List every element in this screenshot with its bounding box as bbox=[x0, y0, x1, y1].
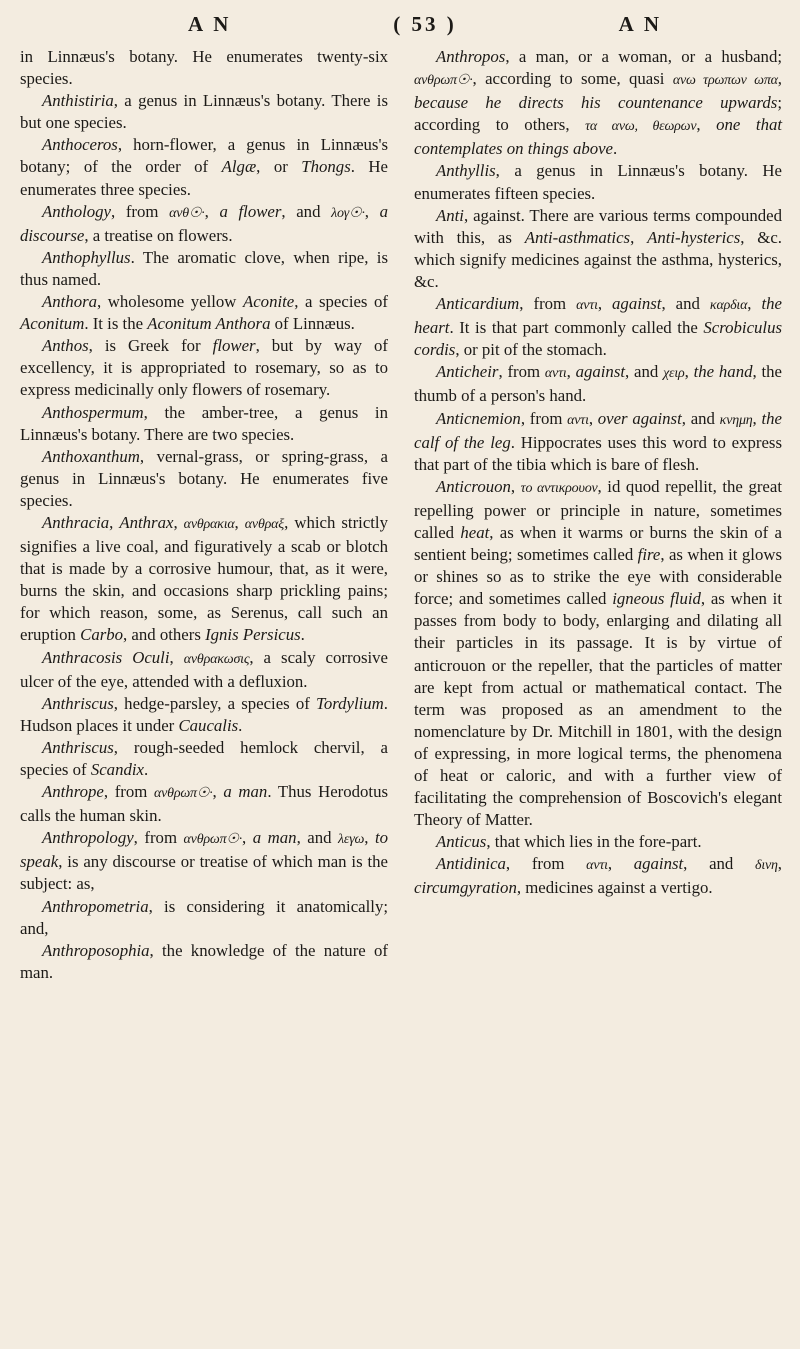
entry-text: , and bbox=[625, 362, 664, 382]
italic-text: Scrobiculus cordis bbox=[414, 318, 782, 360]
dictionary-entry bbox=[20, 90, 388, 134]
entry-text: , horn-flower, a genus in Linnæus's botany; of the order of bbox=[20, 135, 388, 177]
italic-text: Ignis Persicus bbox=[205, 625, 301, 645]
dictionary-entry bbox=[20, 446, 388, 512]
entry-text: , bbox=[696, 115, 717, 135]
italic-text: the hand bbox=[693, 362, 753, 382]
entry-term: Anthoxanthum bbox=[42, 446, 140, 466]
dictionary-entry bbox=[20, 201, 388, 247]
greek-word: τα ανω, θεωρων bbox=[585, 119, 697, 135]
italic-text: Thongs bbox=[301, 157, 351, 177]
entry-text: , is considering it anatomically; and, bbox=[20, 896, 388, 938]
greek-word: αντι bbox=[544, 366, 567, 382]
entry-text: ; according to others, bbox=[414, 93, 782, 135]
entry-text: , medicines against a vertigo. bbox=[516, 878, 713, 898]
dictionary-entry bbox=[20, 291, 388, 335]
greek-word: ανθ☉· bbox=[169, 205, 205, 221]
italic-text: heat bbox=[460, 522, 490, 542]
dictionary-entry bbox=[20, 896, 388, 940]
italic-text: Tordylium bbox=[316, 693, 384, 713]
dictionary-entry bbox=[20, 940, 388, 984]
entry-term: Anthriscus bbox=[42, 737, 114, 757]
greek-word: ανθρωπ☉· bbox=[414, 73, 473, 89]
dictionary-entry bbox=[20, 134, 388, 200]
entry-text: , bbox=[204, 201, 220, 221]
greek-word: αντι bbox=[576, 298, 598, 314]
entry-text: , bbox=[684, 362, 694, 382]
dictionary-entry bbox=[414, 831, 782, 853]
italic-text: against bbox=[575, 362, 626, 382]
dictionary-entry bbox=[20, 335, 388, 401]
entry-term: Anthrax bbox=[119, 512, 174, 532]
entry-text: , the amber-tree, a genus in Linnæus's botany. There are two species. bbox=[20, 402, 388, 444]
entry-text: , a species of bbox=[294, 292, 388, 312]
entry-text: , bbox=[242, 828, 253, 848]
italic-text: Scandix bbox=[90, 760, 144, 779]
italic-text: Caucalis bbox=[178, 715, 239, 735]
dictionary-entry bbox=[20, 827, 388, 895]
greek-word: λογ☉· bbox=[331, 205, 365, 221]
dictionary-entry bbox=[414, 46, 782, 160]
greek-word: ανθρωπ☉· bbox=[183, 832, 243, 848]
entry-text: , but by way of excellency, it is appropriated to rosemary, so as to express medicinally only flowers of rosemary. bbox=[20, 336, 389, 400]
entry-term: Anthology bbox=[42, 201, 111, 221]
entry-text: , bbox=[752, 408, 762, 428]
entry-text: , bbox=[510, 476, 521, 496]
dictionary-entry bbox=[414, 205, 782, 293]
greek-word: δινη bbox=[755, 858, 778, 874]
right-column bbox=[414, 46, 782, 984]
dictionary-entry bbox=[20, 737, 388, 781]
entry-text: , which strictly signifies a live coal, and figuratively a scab or blotch that is made by a corrosive humour, that, as it were, burns the skin, and occasions sharp prickling pains; for which reason, some, as Serenus, call such an eruption bbox=[20, 512, 388, 645]
dictionary-entry bbox=[20, 781, 388, 827]
greek-word: ανθρακια bbox=[183, 516, 235, 532]
entry-text: , as when it passes from body to body, enlarging and dilating all their particles in its passage. It is by virtue of anticrouon or the repeller, that the particles of matter are kept from actual or mathematical contact. The term was proposed as an amendment to the nomenclature by Dr. Mitchill in 1801, with the design of expressing, in more logical terms, the phenomena of heat or caloric, and with a further view of facilitating the comprehension of Boscovich's elegant Theory of Matter. bbox=[414, 589, 782, 830]
entry-text: , the thumb of a person's hand. bbox=[414, 362, 782, 406]
dictionary-entry bbox=[414, 408, 782, 476]
entry-text: , a man, or a woman, or a husband; bbox=[505, 47, 782, 66]
header-left: A N bbox=[188, 12, 232, 36]
entry-text: , bbox=[597, 294, 613, 314]
entry-text: , and bbox=[683, 854, 756, 874]
entry-text: of Linnæus. bbox=[270, 314, 355, 334]
entry-text: , bbox=[777, 69, 782, 89]
entry-text: , from bbox=[505, 854, 587, 874]
greek-word: αντι bbox=[586, 858, 608, 874]
italic-text: Aconitum Anthora bbox=[147, 314, 271, 334]
dictionary-entry bbox=[414, 476, 782, 832]
entry-text: , against. There are various terms compounded with this, as bbox=[414, 205, 782, 247]
entry-text: , a genus in Linnæus's botany. There is but one species. bbox=[20, 91, 388, 133]
entry-text: . Hippocrates uses this word to express that part of the tibia which is bare of flesh. bbox=[414, 432, 782, 474]
entry-text: , bbox=[173, 512, 184, 532]
greek-word: κνημη bbox=[719, 412, 753, 428]
entry-term: Anticheir bbox=[436, 362, 499, 382]
entry-term: Anticardium bbox=[436, 294, 520, 314]
italic-text: to speak bbox=[20, 828, 389, 872]
entry-text: , as when it glows or shines so as to strike the eye with considerable force; and sometimes called bbox=[414, 545, 782, 609]
entry-text: , or pit of the stomach. bbox=[455, 340, 607, 360]
entry-term: Anthropos bbox=[436, 47, 506, 66]
italic-text: circumgyration bbox=[414, 878, 517, 898]
text-columns bbox=[20, 46, 782, 984]
entry-text: . Hudson places it under bbox=[20, 693, 388, 735]
entry-term: Anthropology bbox=[42, 828, 134, 848]
italic-text: Aconite bbox=[242, 292, 295, 312]
entry-text: . Thus Herodotus calls the human skin. bbox=[20, 782, 388, 826]
entry-text: , and bbox=[296, 828, 339, 848]
entry-text: , a genus in Linnæus's botany. He enumerates fifteen species. bbox=[414, 161, 782, 203]
greek-word: αντι bbox=[567, 412, 589, 428]
entry-text: , id quod repellit, the great repelling power or principle in nature, sometimes called bbox=[414, 476, 782, 542]
entry-text: , bbox=[234, 512, 245, 532]
entry-text: , bbox=[607, 854, 634, 874]
italic-text: against bbox=[633, 854, 684, 874]
entry-text: , from bbox=[519, 294, 577, 314]
dictionary-entry bbox=[414, 853, 782, 899]
entry-term: Anthora bbox=[42, 292, 98, 312]
header-right: A N bbox=[618, 12, 662, 36]
entry-text: , and bbox=[681, 408, 720, 428]
entry-text: , bbox=[566, 362, 576, 382]
dictionary-entry bbox=[20, 247, 388, 291]
italic-text: Aconitum bbox=[20, 314, 85, 334]
greek-word: ανθρωπ☉· bbox=[153, 786, 213, 802]
italic-text: over against bbox=[597, 408, 682, 428]
italic-text: Anti-asthmatics bbox=[524, 227, 631, 247]
entry-term: Anthoceros bbox=[42, 135, 118, 155]
greek-word: λεγω bbox=[338, 832, 365, 848]
dictionary-entry bbox=[20, 647, 388, 693]
greek-word: ανθρακωσις bbox=[183, 651, 250, 667]
entry-text: . It is the bbox=[84, 314, 148, 334]
entry-text: , bbox=[364, 201, 380, 221]
italic-text: Algæ bbox=[221, 157, 257, 177]
entry-text: , as when it warms or burns the skin of a sentient being; sometimes called bbox=[414, 522, 782, 565]
entry-text: , bbox=[212, 782, 224, 802]
italic-text: a discourse bbox=[20, 201, 388, 245]
italic-text: because he directs his countenance upwards bbox=[414, 93, 778, 113]
entry-text: , or bbox=[256, 157, 302, 177]
entry-text: . It is that part commonly called the bbox=[449, 318, 704, 338]
dictionary-entry bbox=[20, 512, 388, 647]
entry-term: Anthos bbox=[42, 336, 89, 356]
italic-text: the heart bbox=[414, 294, 782, 338]
italic-text: a man bbox=[252, 828, 297, 848]
entry-text: , is Greek for bbox=[88, 336, 213, 356]
italic-text: against bbox=[612, 294, 662, 314]
greek-word: καρδια bbox=[709, 298, 748, 314]
entry-text: , and bbox=[661, 294, 710, 314]
entry-text: , hedge-parsley, a species of bbox=[113, 693, 317, 713]
entry-term: Anthophyllus bbox=[42, 247, 131, 267]
italic-text: Anti-hysterics bbox=[647, 227, 741, 247]
italic-text: flower bbox=[212, 336, 256, 356]
entry-text: , wholesome yellow bbox=[97, 292, 243, 312]
entry-term: Anticus bbox=[436, 832, 487, 852]
italic-text: Carbo bbox=[80, 625, 124, 645]
italic-text: igneous fluid bbox=[612, 589, 701, 609]
entry-term: Anthrope bbox=[42, 782, 104, 802]
entry-text: , bbox=[109, 512, 120, 532]
entry-text: in Linnæus's botany. He enumerates twenty-six species. bbox=[20, 47, 388, 89]
italic-text: a flower bbox=[219, 201, 282, 221]
entry-text: . bbox=[238, 715, 243, 735]
entry-text: , from bbox=[133, 828, 184, 848]
entry-term: Anthriscus bbox=[42, 693, 114, 713]
entry-text: , bbox=[777, 854, 782, 874]
entry-text: , bbox=[588, 408, 598, 428]
entry-text: . bbox=[300, 625, 305, 645]
entry-text: , from bbox=[520, 408, 568, 428]
entry-term: Anthyllis bbox=[436, 161, 496, 181]
entry-text: , and bbox=[281, 201, 332, 221]
entry-text: , a scaly corrosive ulcer of the eye, attended with a defluxion. bbox=[20, 647, 388, 691]
italic-text: a man bbox=[223, 782, 268, 802]
entry-term: Anthropometria bbox=[42, 896, 149, 916]
entry-term: Antidinica bbox=[436, 854, 506, 874]
entry-text: , rough-seeded hemlock chervil, a species of bbox=[20, 737, 388, 779]
entry-text: , bbox=[747, 294, 762, 314]
entry-text: , that which lies in the fore-part. bbox=[486, 832, 702, 852]
left-column bbox=[20, 46, 388, 984]
italic-text: fire bbox=[637, 545, 661, 565]
entry-text: , a treatise on flowers. bbox=[84, 225, 233, 245]
entry-term: Anticnemion bbox=[436, 408, 521, 428]
entry-text: , &c. which signify medicines against the asthma, hysterics, &c. bbox=[414, 227, 783, 291]
running-header bbox=[20, 12, 782, 46]
entry-text: , from bbox=[110, 201, 170, 221]
dictionary-entry bbox=[414, 361, 782, 407]
italic-text: the calf of the leg bbox=[414, 408, 782, 452]
greek-word: ανθραξ bbox=[244, 516, 285, 532]
entry-text: , bbox=[630, 227, 648, 247]
entry-text: , the knowledge of the nature of man. bbox=[20, 940, 388, 982]
entry-text: , according to some, quasi bbox=[472, 69, 673, 89]
entry-text: , from bbox=[498, 362, 545, 382]
entry-term: Anticrouon bbox=[436, 476, 511, 496]
dictionary-entry bbox=[414, 160, 782, 204]
dictionary-entry bbox=[20, 46, 388, 90]
dictionary-entry bbox=[414, 293, 782, 361]
dictionary-entry bbox=[20, 402, 388, 446]
entry-text: , is any discourse or treatise of which man is the subject: as, bbox=[20, 852, 388, 894]
entry-term: Anthroposophia bbox=[42, 940, 150, 960]
page-number: ( 53 ) bbox=[393, 12, 457, 36]
entry-text: . bbox=[613, 139, 618, 159]
entry-term: Anthospermum bbox=[42, 402, 144, 422]
entry-text: , and others bbox=[123, 625, 206, 645]
entry-text: , vernal-grass, or spring-grass, a genus in Linnæus's botany. He enumerates five species. bbox=[20, 446, 388, 510]
greek-word: ανω τρωπων ωπα bbox=[672, 73, 778, 89]
entry-text: . bbox=[143, 760, 149, 779]
entry-term: Anthistiria bbox=[42, 91, 114, 111]
entry-text: . He enumerates three species. bbox=[20, 157, 388, 199]
italic-text: one that contemplates on things above bbox=[414, 115, 783, 159]
greek-word: το αντικρουον bbox=[520, 480, 598, 496]
entry-term: Anthracosis Oculi bbox=[42, 647, 170, 667]
entry-text: . The aromatic clove, when ripe, is thus named. bbox=[20, 247, 388, 289]
greek-word: χειρ bbox=[663, 366, 685, 382]
dictionary-entry bbox=[20, 693, 388, 737]
entry-text: , bbox=[364, 828, 375, 848]
entry-text: , from bbox=[103, 782, 154, 802]
entry-term: Anti bbox=[436, 205, 464, 225]
entry-text: , bbox=[169, 647, 184, 667]
entry-term: Anthracia bbox=[42, 512, 110, 532]
